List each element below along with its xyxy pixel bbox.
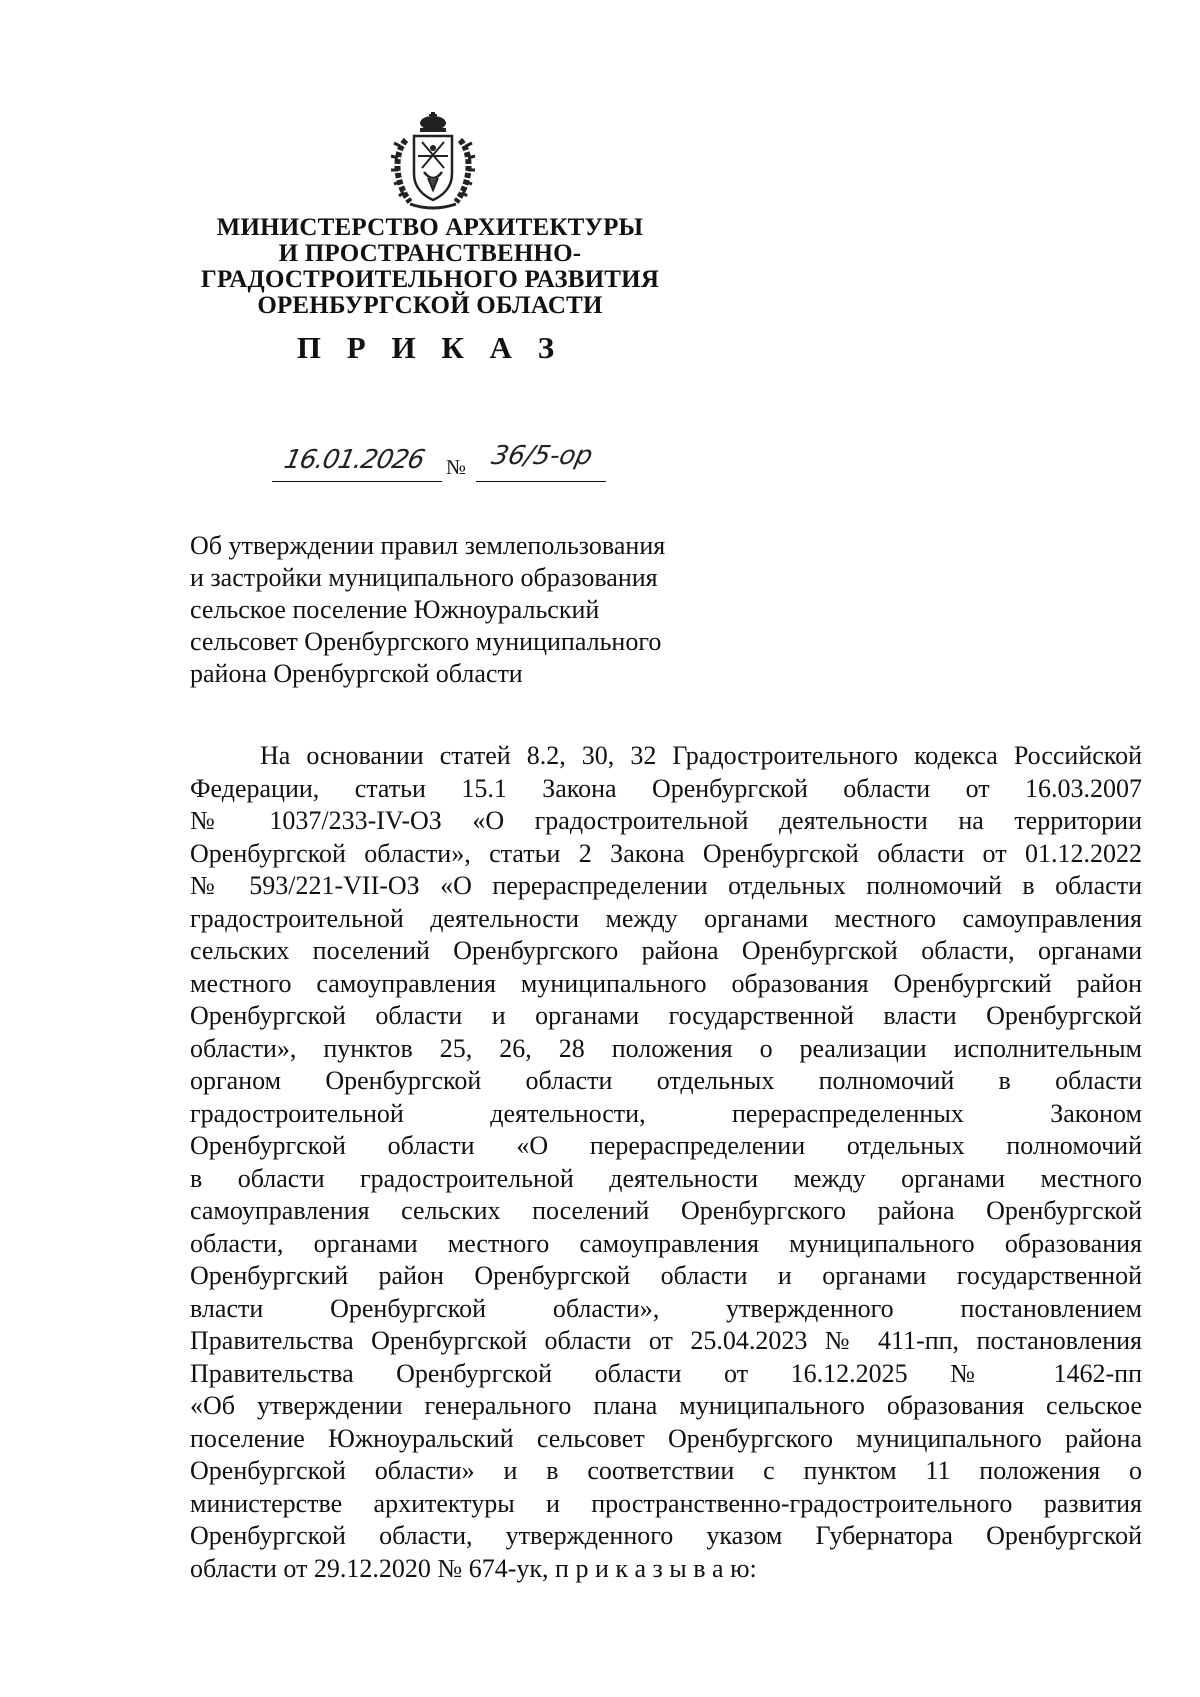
- body-line: Оренбургский район Оренбургской области и органами государственной: [190, 1261, 1142, 1290]
- body-line: органом Оренбургской области отдельных полномочий в области: [190, 1066, 1142, 1095]
- order-body-paragraph: [190, 740, 1142, 1585]
- body-line: области», пунктов 25, 26, 28 положения о реализации исполнительным: [190, 1033, 1142, 1063]
- body-line: сельских поселений Оренбургского района Оренбургской области, органами: [190, 936, 1142, 965]
- handwritten-order-number: 36/5-op: [488, 441, 596, 471]
- body-line: министерстве архитектуры и пространственно-градостроительного развития: [190, 1488, 1142, 1518]
- body-line: «Об утверждении генерального плана муниципального образования сельское: [190, 1391, 1142, 1420]
- body-line: Правительства Оренбургской области от 16.12.2025 № 1462-пп: [190, 1358, 1142, 1388]
- subject-line: сельское поселение Южноуральский: [190, 595, 600, 624]
- body-line: № 593/221-VII-ОЗ «О перераспределении отдельных полномочий в области: [190, 871, 1142, 900]
- body-line: Оренбургской области», статьи 2 Закона Оренбургской области от 01.12.2022: [190, 838, 1142, 868]
- ministry-name: [190, 215, 670, 319]
- body-line: Оренбургской области, утвержденного указом Губернатора Оренбургской: [190, 1521, 1142, 1550]
- ministry-name-line: И ПРОСТРАНСТВЕННО-: [278, 240, 582, 267]
- subject-line: района Оренбургской области: [190, 659, 523, 688]
- order-subject: [190, 530, 750, 690]
- body-line: № 1037/233-IV-ОЗ «О градостроительной деятельности на территории: [190, 806, 1142, 835]
- ministry-name-line: ГРАДОСТРОИТЕЛЬНОГО РАЗВИТИЯ: [200, 266, 660, 293]
- body-line: области от 29.12.2020 № 674-ук, п р и к а з ы в а ю:: [190, 1553, 757, 1583]
- subject-line: сельсовет Оренбургского муниципального: [190, 627, 662, 656]
- body-line: Оренбургской области «О перераспределении отдельных полномочий: [190, 1131, 1142, 1160]
- number-sign: №: [446, 455, 467, 479]
- coat-of-arms-icon: [388, 112, 478, 212]
- body-line: Оренбургской области и органами государственной власти Оренбургской: [190, 1001, 1142, 1030]
- body-line: Правительства Оренбургской области от 25.04.2023 № 411-пп, постановления: [190, 1326, 1142, 1355]
- body-line: Оренбургской области» и в соответствии с пунктом 11 положения о: [190, 1456, 1142, 1485]
- ministry-name-line: МИНИСТЕРСТВО АРХИТЕКТУРЫ: [216, 214, 644, 241]
- handwritten-date: 16.01.2026: [281, 445, 427, 475]
- body-line: в области градостроительной деятельности между органами местного: [190, 1163, 1142, 1193]
- body-line: Федерации, статьи 15.1 Закона Оренбургской области от 16.03.2007: [190, 773, 1142, 803]
- subject-line: и застройки муниципального образования: [190, 563, 658, 592]
- date-underline: [272, 481, 442, 482]
- subject-line: Об утверждении правил землепользования: [190, 531, 666, 560]
- ministry-name-line: ОРЕНБУРГСКОЙ ОБЛАСТИ: [257, 292, 603, 319]
- document-type-title: П Р И К А З: [296, 330, 564, 365]
- body-line: поселение Южноуральский сельсовет Оренбургского муниципального района: [190, 1423, 1142, 1453]
- body-line: области, органами местного самоуправления муниципального образования: [190, 1228, 1142, 1258]
- body-line: власти Оренбургской области», утвержденного постановлением: [190, 1293, 1142, 1323]
- body-line: градостроительной деятельности, перераспределенных Законом: [190, 1098, 1142, 1128]
- body-line: местного самоуправления муниципального образования Оренбургский район: [190, 968, 1142, 998]
- body-line: градостроительной деятельности между органами местного самоуправления: [190, 903, 1142, 933]
- number-underline: [476, 481, 606, 482]
- body-line: самоуправления сельских поселений Оренбургского района Оренбургской: [190, 1196, 1142, 1225]
- body-line: На основании статей 8.2, 30, 32 Градостроительного кодекса Российской: [260, 741, 1142, 770]
- registration-line: [270, 441, 610, 505]
